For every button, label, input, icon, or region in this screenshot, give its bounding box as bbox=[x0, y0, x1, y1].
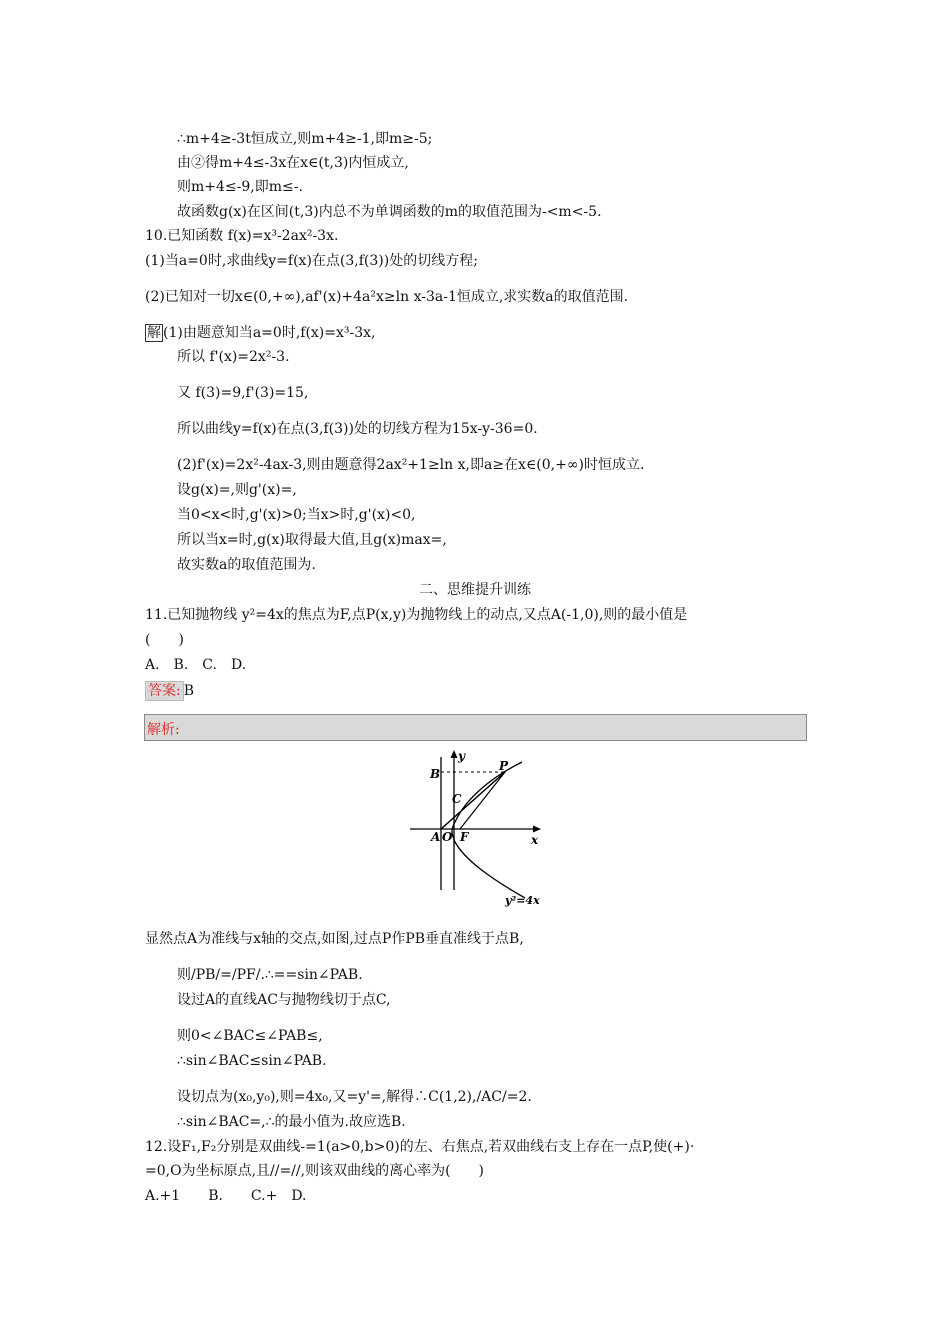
solution-line: 故函数g(x)在区间(t,3)内总不为单调函数的m的取值范围为-<m<-5. bbox=[177, 204, 602, 220]
question-11-stem-cont: ( ) bbox=[145, 632, 184, 648]
fp-line bbox=[460, 772, 505, 829]
label-o: O bbox=[442, 830, 453, 844]
solution-line: 所以当x=时,g(x)取得最大值,且g(x)max=, bbox=[177, 532, 447, 548]
analysis-bar bbox=[144, 714, 807, 741]
answer-value: B bbox=[183, 683, 195, 699]
label-y: y bbox=[458, 749, 465, 763]
x-axis-arrow bbox=[533, 826, 541, 833]
solution-line: ∴sin∠BAC≤sin∠PAB. bbox=[177, 1053, 327, 1069]
solution-line: 则0<∠BAC≤∠PAB≤, bbox=[177, 1028, 323, 1044]
label-f: F bbox=[460, 830, 469, 844]
question-12-options: A.+1 B. C.+ D. bbox=[145, 1188, 307, 1204]
answer-line bbox=[145, 681, 194, 701]
solution-line: 当0<x<时,g'(x)>0;当x>时,g'(x)<0, bbox=[177, 507, 416, 523]
solution-line: 设切点为(x₀,y₀),则=4x₀,又=y'=,解得∴C(1,2),/AC/=2. bbox=[177, 1089, 532, 1105]
question-10-part2: (2)已知对一切x∈(0,+∞),af'(x)+4a²x≥ln x-3a-1恒成立,求实数a的取值范围. bbox=[145, 289, 629, 305]
question-10-stem: 10.已知函数 f(x)=x³-2ax²-3x. bbox=[145, 228, 339, 244]
parabola-figure bbox=[400, 745, 550, 910]
solution-10-first-line bbox=[145, 324, 376, 342]
solution-line: (1)由题意知当a=0时,f(x)=x³-3x, bbox=[163, 325, 376, 341]
solution-line: ∴m+4≥-3t恒成立,则m+4≥-1,即m≥-5; bbox=[177, 131, 433, 147]
label-a: A bbox=[431, 830, 441, 844]
label-x: x bbox=[531, 833, 539, 847]
label-b: B bbox=[430, 767, 441, 781]
solution-line: 显然点A为准线与x轴的交点,如图,过点P作PB垂直准线于点B, bbox=[145, 931, 524, 947]
question-11-stem: 11.已知抛物线 y²=4x的焦点为F,点P(x,y)为抛物线上的动点,又点A(-1,0),则的最小值是 bbox=[145, 607, 688, 623]
question-11-options: A. B. C. D. bbox=[145, 657, 247, 673]
solution-line: 又 f(3)=9,f'(3)=15, bbox=[177, 385, 309, 401]
label-p: P bbox=[499, 759, 509, 773]
solution-line: 所以 f'(x)=2x²-3. bbox=[177, 349, 290, 365]
solution-line: 所以曲线y=f(x)在点(3,f(3))处的切线方程为15x-y-36=0. bbox=[177, 421, 538, 437]
solution-line: 则m+4≤-9,即m≤-. bbox=[177, 179, 303, 195]
section-heading: 二、思维提升训练 bbox=[419, 582, 531, 598]
y-axis-arrow bbox=[451, 750, 458, 758]
solution-line: 故实数a的取值范围为. bbox=[177, 557, 316, 573]
question-12-stem: 12.设F₁,F₂分别是双曲线-=1(a>0,b>0)的左、右焦点,若双曲线右支上存在一点P,使(+)· bbox=[145, 1139, 695, 1155]
solution-line: ∴sin∠BAC=,∴的最小值为.故应选B. bbox=[177, 1114, 406, 1130]
curve-equation-label: y²=4x bbox=[505, 894, 540, 907]
analysis-label: 解析: bbox=[147, 722, 180, 738]
solution-tag: 解 bbox=[147, 325, 161, 341]
solution-line: 则/PB/=/PF/.∴==sin∠PAB. bbox=[177, 967, 363, 983]
solution-line: 设g(x)=,则g'(x)=, bbox=[177, 482, 297, 498]
question-12-stem-cont: =0,O为坐标原点,且//=//,则该双曲线的离心率为( ) bbox=[145, 1163, 484, 1179]
solution-line: 由②得m+4≤-3x在x∈(t,3)内恒成立, bbox=[177, 155, 409, 171]
answer-label: 答案: bbox=[145, 681, 184, 701]
question-10-part1: (1)当a=0时,求曲线y=f(x)在点(3,f(3))处的切线方程; bbox=[145, 253, 478, 269]
solution-line: (2)f'(x)=2x²-4ax-3,则由题意得2ax²+1≥ln x,即a≥在x∈(0,+∞)时恒成立. bbox=[177, 457, 645, 473]
label-c: C bbox=[452, 792, 462, 806]
solution-line: 设过A的直线AC与抛物线切于点C, bbox=[177, 992, 391, 1008]
ac-tangent-line bbox=[441, 772, 505, 829]
